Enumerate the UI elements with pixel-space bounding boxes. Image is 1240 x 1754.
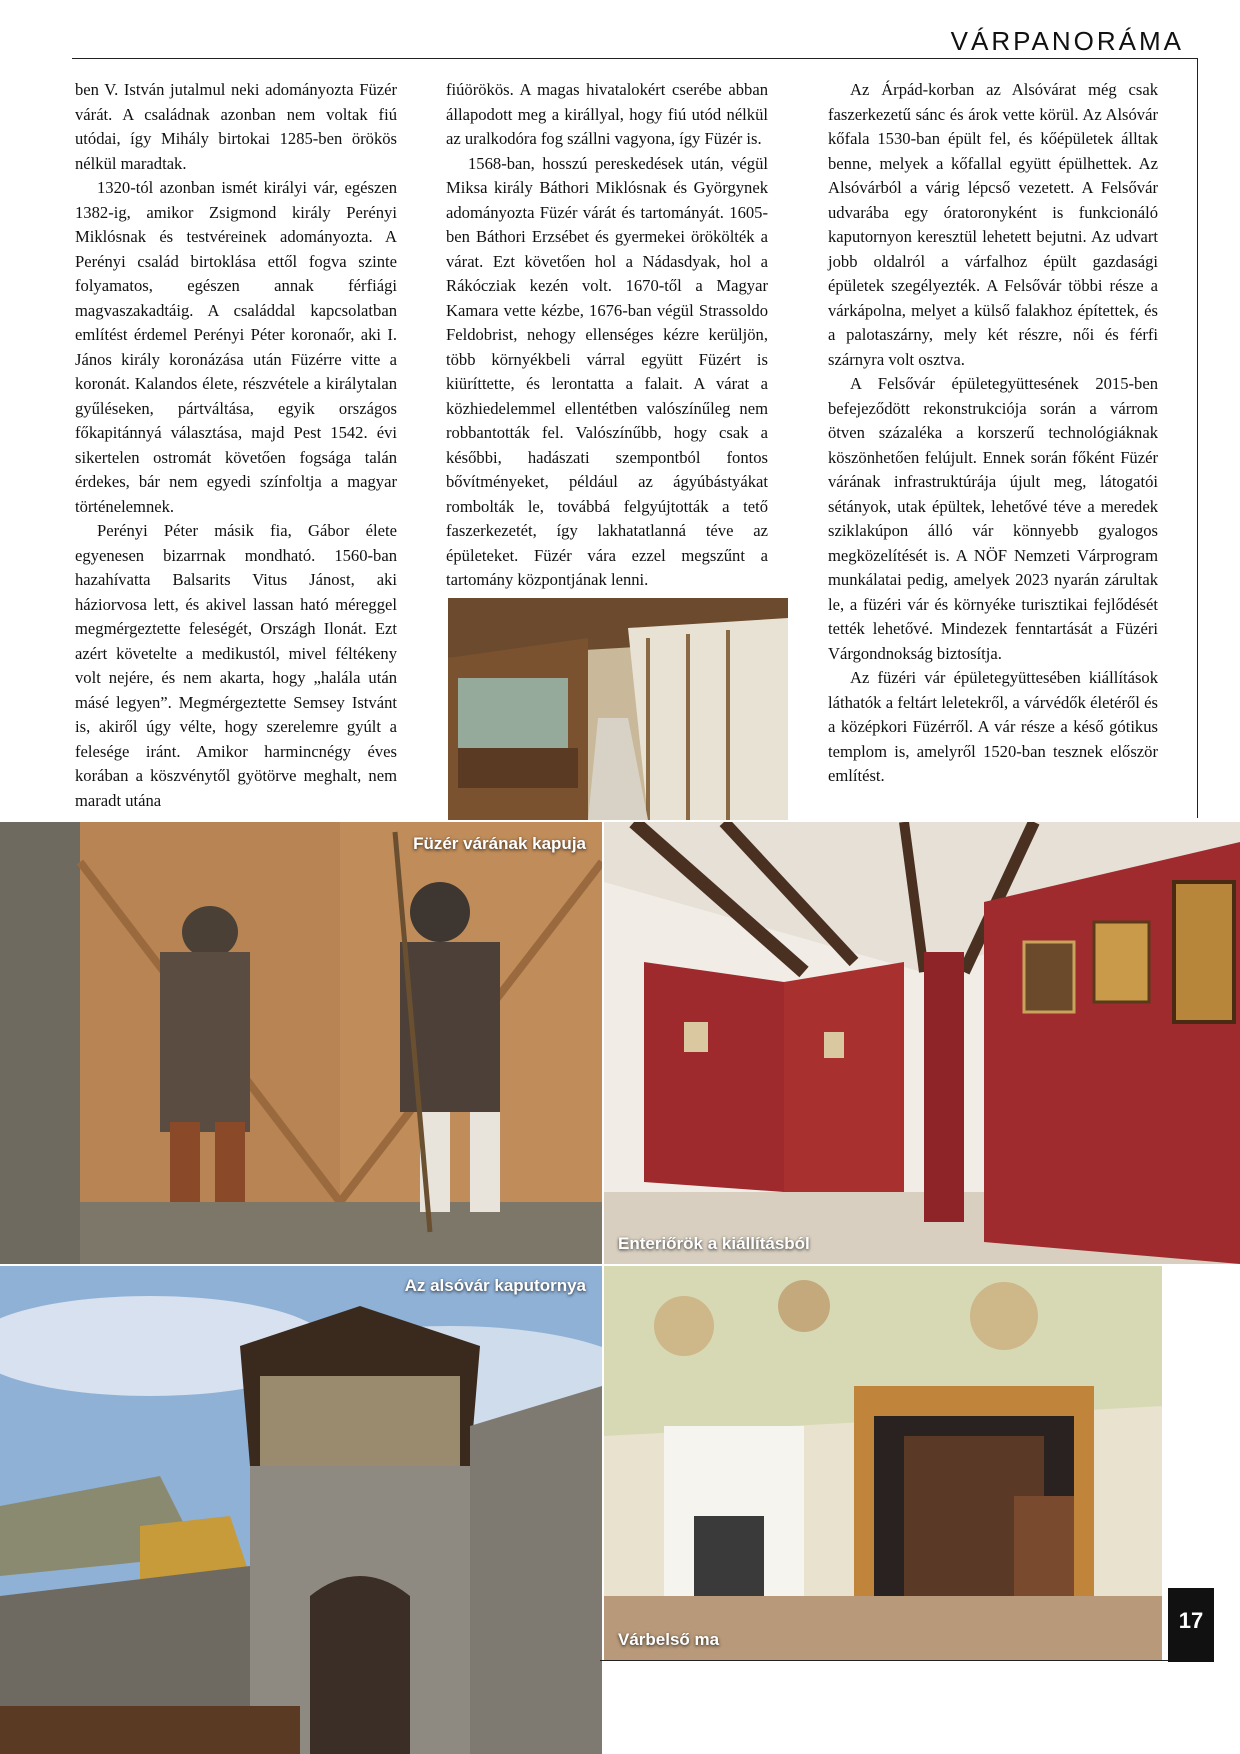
header-rule [72,58,1198,59]
castle-interior-caption: Várbelső ma [618,1630,720,1649]
castle-interior-photo [604,1266,1162,1660]
gate-photo-caption: Füzér várának kapuja [413,834,586,853]
paragraph: Az Árpád-korban az Alsóvárat még csak faszerkezetű sánc és árok vette körül. Az Alsóvár kőfala 1530-ban épült fel, és kőépületek álltak benne, melyek a kőfallal együtt épülhettek. Az Alsóvárból a várig lépcső vezetett. A Felsővár udvarába egy óratoronyként is funkcionáló kaputornyon keresztül lehetett bejutni. Az udvart jobb oldalról a várfalhoz épült gazdasági épületek szegélyezték. A Felsővár többi része a várkápolna, melyet a külső falakhoz építettek, és a palotaszárny, mely két részre, női és férfi szárnyra volt osztva. [828,80,1158,369]
paragraph: 1320-tól azonban ismét királyi vár, egészen 1382-ig, amikor Zsigmond király Perényi Miklósnak és testvéreinek adományozta. A Perényi család birtoklása ettől fogva szinte folyamatos, egészen annak férfiági magvaszakadtáig. A családdal kapcsolatban említést érdemel Perényi Péter koronaőr, aki I. János király koronázása után Füzérre vitte a koronát. Kalandos élete, részvétele a királytalan gyűléseken, pártváltása, egyik országos főkapitánnyá választása, majd Pest 1542. évi sikertelen ostromát követően fogsága talán érdekes, bár nem egyedi színfoltja a magyar történelemnek. [75,178,397,516]
article-column-3 [828,78,1158,789]
side-rule [1197,58,1198,818]
paragraph: A Felsővár épületegyüttesének 2015-ben befejeződött rekonstrukciója során a várrom ötven százaléka a korszerű technológiáknak köszönhetően felújult. Ennek során főként Füzér várának infrastruktúrája újult meg, látogatói sétányok, utak épültek, lehetővé téve a meredek sziklakúpon álló vár könnyebb gyalogos megközelítését is. A NÖF Nemzeti Várprogram munkálatai pedig, amelyek 2023 nyarán zárultak le, a füzéri vár és környéke turisztikai fejlődését tették lehetővé. Mindezek fenntartását a Füzéri Várgondnokság biztosítja. [828,374,1158,663]
tower-photo-caption: Az alsóvár kaputornya [404,1276,586,1295]
paragraph: Perényi Péter másik fia, Gábor élete egyenesen bizarrnak mondható. 1560-ban hazahívatta Balsarits Vitus Jánost, aki háziorvosa lett, és akivel lassan ható méreggel megmérgeztette feleségét, Országh Ilonát. Ezt azért követelte a medikustól, mivel féltékeny volt nejére, és nem akarta, hogy „halála után másé legyen”. Megmérgeztette Semsey Istvánt is, akiről úgy vélte, hogy szerelemre gyúlt a felesége iránt. Amikor harmincnégy éves korában a köszvénytől gyötörve meghalt, nem maradt utána [75,521,397,810]
article-column-1 [75,78,397,813]
interior-photo-caption: Enteriőrök a kiállításból [618,1234,810,1253]
section-title: VÁRPANORÁMA [950,26,1184,56]
page-number: 17 [1168,1588,1214,1662]
paragraph: 1568-ban, hosszú pereskedések után, végül Miksa király Báthori Miklósnak és Györgynek adományozta Füzér várát és tartományát. 1605-ben Báthori Erzsébet és gyermekei örökölték a várat. Ezt követően hol a Nádasdyak, hol a Rákócziak kezén volt. 1670-től a Magyar Kamara vette kézbe, 1676-ban végül Strassoldo Feldobrist, nehogy ellenséges kézre kerüljön, több környékbeli várral együtt Füzért is kiüríttette, és lerontatta a falait. A várat a közhiedelemmel ellentétben valószínűleg nem robbantották fel. Valószínűbb, hogy csak a későbbi, hadászati szempontból fontos bővítményeket, például az ágyúbástyákat rombolták le, továbbá felgyújtották a tető faszerkezetét, így lakhatatlanná téve az épületeket. Füzér vára ezzel megszűnt a tartomány központjának lenni. [446,153,768,589]
gate-tower-photo [0,1266,602,1754]
paragraph: ben V. István jutalmul neki adományozta Füzér várát. A családnak azonban nem voltak fiú utódai, így Mihály birtokai 1285-ben örökös nélkül maradtak. [75,80,397,173]
article-column-2 [446,78,768,593]
exhibition-interior-photo [604,822,1240,1264]
exhibition-corridor-photo [448,598,788,820]
paragraph: Az füzéri vár épületegyüttesében kiállítások láthatók a feltárt leletekről, a várvédők életéről és a középkori Füzérről. A vár része a késő gótikus templom is, amelyről 1520-ban tesznek először említést. [828,668,1158,785]
paragraph: fiúörökös. A magas hivatalokért cserébe abban állapodott meg a királlyal, hogy fiú utód nélkül az uralkodóra fog szállni vagyona, így Füzér is. [446,80,768,148]
footer-rule [600,1660,1198,1661]
castle-gate-photo [0,822,602,1264]
